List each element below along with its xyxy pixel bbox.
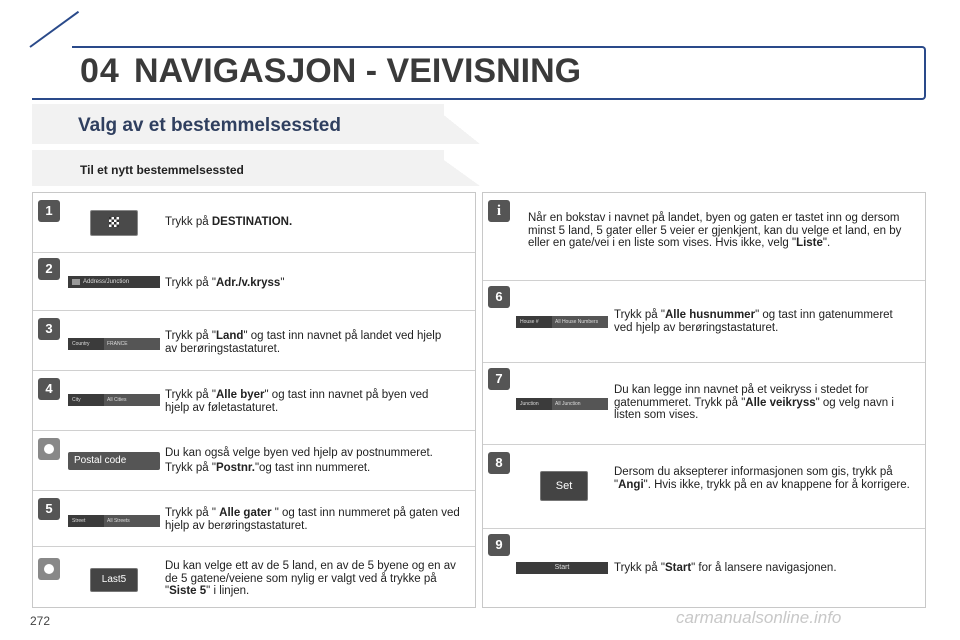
chapter-number: 04 — [80, 52, 120, 90]
country-bar[interactable]: Country FRANCE — [68, 338, 160, 350]
last5-button[interactable]: Last5 — [90, 568, 138, 592]
step-badge-7: 7 — [488, 368, 510, 390]
step-badge-8: 8 — [488, 452, 510, 474]
step-7-text: Du kan legge inn navnet på et veikryss i stedet for gatenummeret. Trykk på "Alle veikryss" og velg navn i listen som vises. — [614, 384, 894, 421]
watermark: carmanualsonline.info — [676, 608, 842, 627]
step-badge-6: 6 — [488, 286, 510, 308]
step-4-text: Trykk på "Alle byer" og tast inn navnet på byen ved hjelp av føletastaturet. — [165, 389, 429, 414]
house-number-value: All House Numbers — [552, 316, 608, 328]
step-badge-9: 9 — [488, 534, 510, 556]
postal-code-button[interactable]: Postal code — [68, 452, 160, 470]
start-bar[interactable]: Start — [516, 562, 608, 574]
postal-text-line1: Du kan også velge byen ved hjelp av postnummeret. — [165, 447, 433, 459]
step-badge-3: 3 — [38, 318, 60, 340]
destination-button[interactable] — [90, 210, 138, 236]
junction-value: All Junction — [552, 398, 608, 410]
street-bar[interactable]: Street All Streets — [68, 515, 160, 527]
info-text: Når en bokstav i navnet på landet, byen og gaten er tastet inn og dersom minst 5 land, 5 gater eller 5 veier er gjenkjent, kan du velge et land, en by eller en gate/vei i en liste som vises. Hvis ikke, velg "Liste". — [528, 212, 902, 249]
postal-text-line2: Trykk på "Postnr."og tast inn nummeret. — [165, 462, 371, 474]
step-9-text: Trykk på "Start" for å lansere navigasjonen. — [614, 562, 837, 574]
tip-icon-postal — [38, 438, 60, 460]
street-value: All Streets — [104, 515, 160, 527]
subsection-band-diagonal — [430, 150, 480, 186]
address-icon — [72, 279, 80, 285]
subsection-title: Til et nytt bestemmelsessted — [80, 163, 244, 177]
step-badge-1: 1 — [38, 200, 60, 222]
step-2-text: Trykk på "Adr./v.kryss" — [165, 277, 285, 289]
step-1-text: Trykk på DESTINATION. — [165, 216, 293, 228]
set-button[interactable]: Set — [540, 471, 588, 501]
city-bar[interactable]: City All Cities — [68, 394, 160, 406]
step-badge-4: 4 — [38, 378, 60, 400]
city-value: All Cities — [104, 394, 160, 406]
step-3-text: Trykk på "Land" og tast inn navnet på landet ved hjelp av berøringstastaturet. — [165, 330, 442, 355]
header-diagonal — [29, 11, 79, 48]
chapter-title: NAVIGASJON - VEIVISNING — [134, 52, 582, 90]
page-number: 272 — [30, 614, 51, 628]
junction-bar[interactable]: Junction All Junction — [516, 398, 608, 410]
info-icon: i — [488, 200, 510, 222]
step-8-text: Dersom du aksepterer informasjonen som gis, trykk på "Angi". Hvis ikke, trykk på en av knappene for å korrigere. — [614, 466, 910, 491]
section-title: Valg av et bestemmelsessted — [78, 115, 341, 136]
step-badge-2: 2 — [38, 258, 60, 280]
address-junction-bar[interactable]: Address/Junction — [68, 276, 160, 288]
step-5-text: Trykk på " Alle gater " og tast inn nummeret på gaten ved hjelp av berøringstastaturet. — [165, 507, 460, 532]
section-band-diagonal — [430, 104, 480, 144]
step-badge-5: 5 — [38, 498, 60, 520]
destination-flag-icon — [109, 217, 119, 227]
step-6-text: Trykk på "Alle husnummer" og tast inn gatenummeret ved hjelp av berøringstastaturet. — [614, 309, 893, 334]
tip-icon-last5 — [38, 558, 60, 580]
house-number-bar[interactable]: House # All House Numbers — [516, 316, 608, 328]
country-value: FRANCE — [104, 338, 160, 350]
header-left-line — [32, 98, 72, 100]
last5-text: Du kan velge ett av de 5 land, en av de 5 byene og en av de 5 gatene/veiene som nylig er valgt ved å trykke på "Siste 5" i linjen. — [165, 560, 456, 597]
